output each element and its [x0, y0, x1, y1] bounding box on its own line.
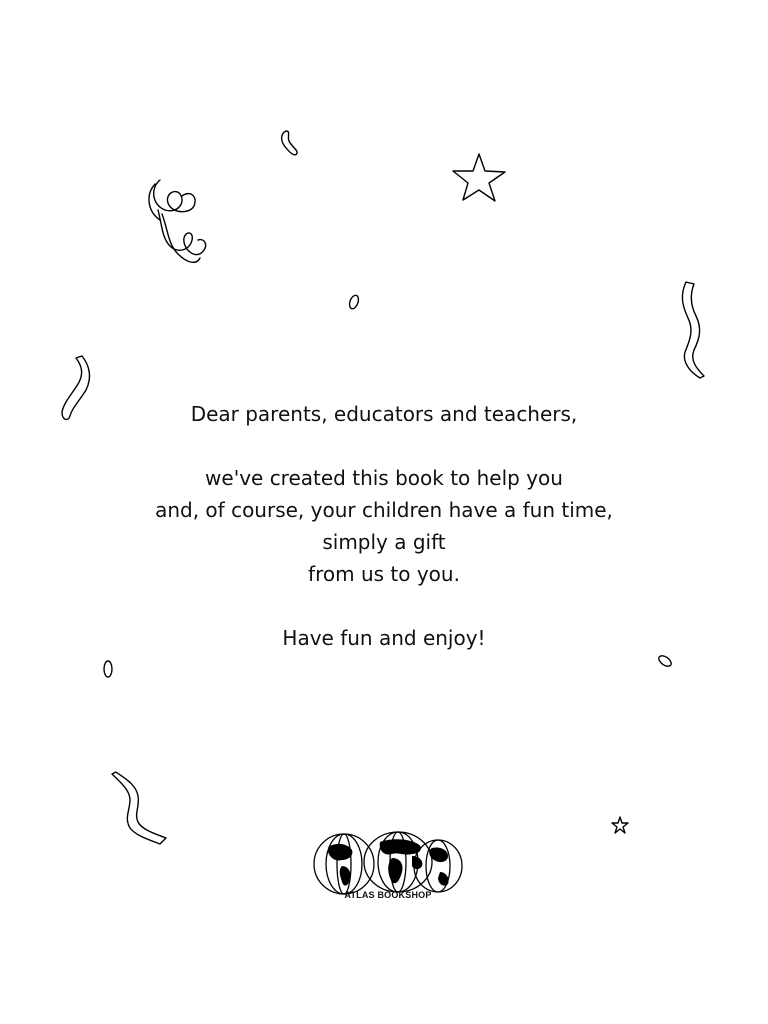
star-icon — [612, 817, 628, 833]
brand-name: ATLAS BOOKSHOP — [344, 890, 432, 900]
confetti-dot-icon — [657, 654, 673, 669]
spacer — [0, 430, 768, 462]
letter-text — [0, 398, 768, 654]
confetti-bean-icon — [282, 131, 297, 155]
letter-greeting: Dear parents, educators and teachers, — [190, 402, 578, 426]
letter-body-line: simply a gift — [322, 530, 446, 554]
letter-body-line: and, of course, your children have a fun time, — [155, 498, 613, 522]
letter-body-line: from us to you. — [308, 562, 460, 586]
star-icon — [453, 154, 505, 201]
confetti-dot-icon — [104, 661, 112, 677]
ribbon-icon — [112, 772, 166, 844]
letter-closing: Have fun and enjoy! — [282, 626, 486, 650]
spacer — [0, 590, 768, 622]
confetti-swirl-icon — [154, 180, 206, 255]
confetti-dot-icon — [348, 294, 360, 310]
letter-body-line: we've created this book to help you — [205, 466, 563, 490]
ribbon-icon — [682, 282, 704, 378]
